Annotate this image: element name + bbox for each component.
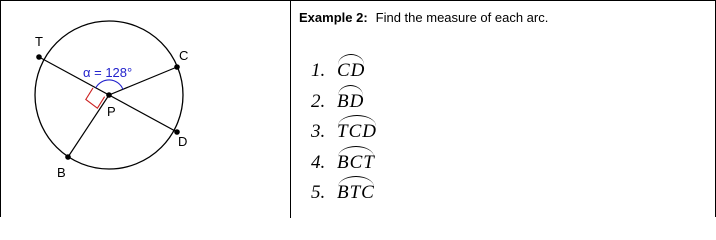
angle-label: α = 128° <box>83 65 133 80</box>
point-t <box>36 54 42 60</box>
arc-name: BCT <box>337 147 375 175</box>
arc-name: BD <box>337 86 364 114</box>
example-label: Example 2: <box>299 10 368 25</box>
arc-name: BTC <box>337 177 375 205</box>
item-number: 4. <box>311 151 326 173</box>
list-item <box>311 147 377 178</box>
item-number: 3. <box>311 121 326 142</box>
list-item <box>311 116 377 147</box>
item-number: 1. <box>311 60 326 81</box>
list-item <box>311 55 377 86</box>
questions-cell <box>291 1 716 217</box>
list-item <box>311 86 377 117</box>
example-instruction: Find the measure of each arc. <box>375 10 549 25</box>
diagram-cell <box>1 1 290 217</box>
point-c <box>174 64 180 70</box>
item-number: 2. <box>311 90 326 112</box>
arc-name: CD <box>337 55 365 83</box>
point-b <box>65 154 71 160</box>
item-number: 5. <box>311 182 326 203</box>
circle-diagram <box>1 1 290 217</box>
point-p <box>106 92 112 98</box>
angle-arc <box>96 80 123 89</box>
radius-pb <box>68 95 109 157</box>
label-c: C <box>179 48 189 63</box>
arc-name: TCD <box>337 116 377 144</box>
example-heading <box>299 10 548 25</box>
label-p: P <box>107 104 116 119</box>
arc-question-list <box>311 55 377 208</box>
label-t: T <box>35 34 43 49</box>
list-item <box>311 177 377 208</box>
label-b: B <box>57 165 66 180</box>
label-d: D <box>178 134 188 149</box>
